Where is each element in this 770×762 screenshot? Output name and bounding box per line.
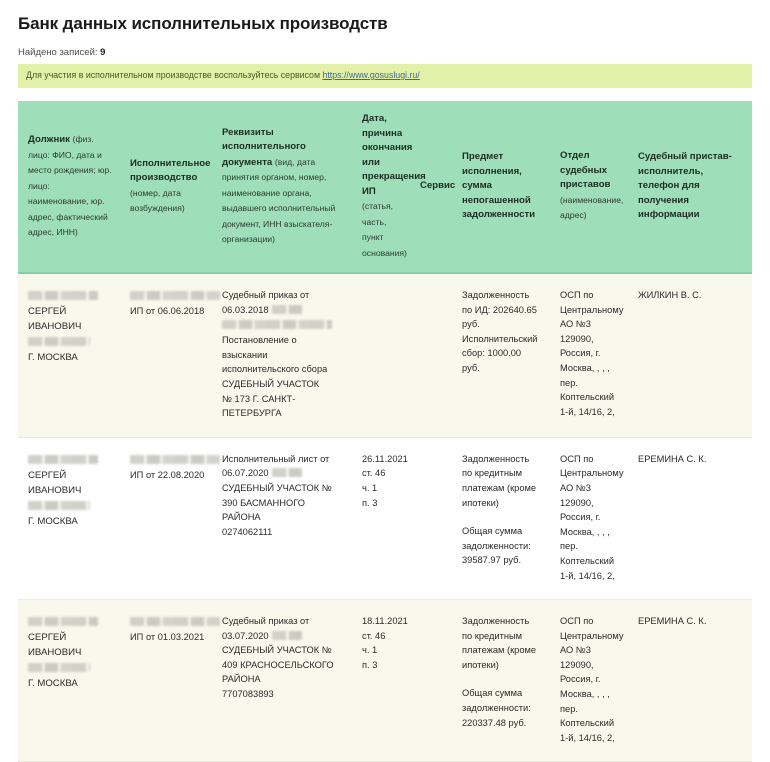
- subject-line: Исполнительский: [462, 333, 538, 344]
- column-header-officer-bold: Судебный пристав-исполнитель, телефон для получения информации: [638, 151, 732, 221]
- document-detail-line: РАЙОНА: [222, 674, 261, 685]
- column-header-document-bold: Реквизиты исполнительного документа: [222, 126, 306, 168]
- column-header-document-sub: (вид, дата принятия органом, номер, наименование органа, выдавшего исполнительный документ, ИНН взыскателя-организации): [222, 156, 336, 244]
- subject-total-label: Общая сумма задолженности:: [462, 526, 531, 551]
- cell-officer: [628, 600, 752, 762]
- column-header-termination-bold: Дата, причина окончания или прекращения ИП: [362, 113, 426, 197]
- department-line: Россия, г.: [560, 348, 601, 359]
- column-header-document: [212, 101, 352, 273]
- column-header-termination-sub: (статья, часть, пункт основания): [362, 201, 407, 258]
- column-header-subject-bold: Предмет исполнения, сумма непогашенной задолженности: [462, 151, 536, 221]
- department-line: 129090,: [560, 659, 594, 670]
- document-detail-line: исполнительского сбора: [222, 364, 328, 375]
- cell-service: [410, 437, 452, 599]
- spacer: [462, 510, 542, 524]
- column-header-department: [550, 101, 628, 273]
- table-body: [18, 273, 752, 762]
- column-header-debtor-bold: Должник: [28, 134, 70, 146]
- column-header-department-bold: Отдел судебных приставов: [560, 150, 611, 191]
- document-type-date: Судебный приказ от 06.03.2018: [222, 290, 310, 315]
- debtor-name-line: ИВАНОВИЧ: [28, 647, 82, 659]
- proceeding-number-date: ИП от 22.08.2020: [130, 469, 205, 480]
- redacted-block: [272, 468, 302, 477]
- department-line: ОСП по: [560, 453, 594, 464]
- redacted-block: [28, 501, 90, 510]
- department-line: 129090,: [560, 333, 594, 344]
- debtor-name-line: СЕРГЕЙ: [28, 306, 67, 317]
- officer-name: ЖИЛКИН В. С.: [638, 290, 702, 300]
- debtor-name-line: СЕРГЕЙ: [28, 632, 67, 644]
- department-line: Россия, г.: [560, 674, 601, 685]
- subject-line: Задолженность: [462, 616, 530, 627]
- document-detail-line: СУДЕБНЫЙ УЧАСТОК №: [222, 645, 332, 656]
- subject-line: ипотеки): [462, 659, 499, 670]
- redacted-block: [272, 631, 302, 640]
- column-header-debtor: [18, 101, 120, 273]
- document-type-date: Судебный приказ от 03.07.2020: [222, 616, 310, 641]
- redacted-block: [28, 455, 98, 464]
- column-header-proceeding: [120, 101, 212, 273]
- debtor-name-line: ИВАНОВИЧ: [28, 321, 82, 332]
- redacted-block: [130, 455, 220, 464]
- termination-point: п. 3: [362, 659, 378, 670]
- subject-line: по кредитным: [462, 630, 523, 641]
- cell-department: [550, 273, 628, 437]
- department-line: Коптельский: [560, 392, 615, 403]
- department-line: АО №3: [560, 645, 591, 656]
- spacer: [462, 672, 542, 686]
- cell-document: [212, 437, 352, 599]
- executive-proceedings-table: [18, 101, 752, 762]
- termination-part: ч. 1: [362, 645, 378, 656]
- redacted-block: [28, 291, 98, 300]
- debtor-city: Г. МОСКВА: [28, 352, 78, 363]
- document-detail-line: взыскании: [222, 349, 268, 360]
- page-title: Банк данных исполнительных производств: [18, 14, 388, 33]
- subject-line: платежам (кроме: [462, 482, 537, 493]
- subject-line: ипотеки): [462, 497, 499, 508]
- column-header-service-bold: Сервис: [420, 180, 456, 192]
- debtor-name-line: ИВАНОВИЧ: [28, 484, 82, 496]
- column-header-proceeding-sub: (номер, дата возбуждения): [130, 187, 185, 213]
- subject-line: по ИД: 202640.65: [462, 304, 537, 315]
- cell-proceeding: [120, 600, 212, 762]
- found-records-count: 9: [100, 47, 106, 58]
- cell-debtor: [18, 600, 120, 762]
- document-detail-line: СУДЕБНЫЙ УЧАСТОК: [222, 378, 320, 389]
- department-line: Центральному: [560, 630, 624, 641]
- column-header-termination: [352, 101, 426, 273]
- department-line: Коптельский: [560, 555, 615, 566]
- document-detail-line: 390 БАСМАННОГО: [222, 497, 305, 508]
- document-detail-line: 0274062111: [222, 526, 273, 537]
- gosuslugi-link[interactable]: https://www.gosuslugi.ru/: [322, 70, 420, 80]
- proceeding-number-date: ИП от 01.03.2021: [130, 632, 205, 643]
- table-row[interactable]: [18, 600, 752, 762]
- redacted-block: [28, 663, 90, 672]
- termination-date: 18.11.2021: [362, 616, 408, 627]
- department-line: 1-й, 14/16, 2,: [560, 570, 615, 581]
- column-header-debtor-sub: (физ. лицо: ФИО, дата и место рождения; юр. лицо: наименование, юр. адрес, фактический адрес, ИНН): [28, 134, 112, 238]
- subject-line: Задолженность: [462, 290, 530, 300]
- document-detail-line: РАЙОНА: [222, 512, 261, 523]
- department-line: ОСП по: [560, 616, 594, 627]
- cell-subject: [452, 600, 550, 762]
- cell-termination: [352, 437, 410, 599]
- subject-line: руб.: [462, 319, 480, 330]
- subject-line: Задолженность: [462, 453, 530, 464]
- redacted-block: [130, 617, 220, 626]
- cell-proceeding: [120, 437, 212, 599]
- department-line: АО №3: [560, 482, 591, 493]
- redacted-block: [222, 320, 332, 329]
- cell-subject: [452, 273, 550, 437]
- termination-article: ст. 46: [362, 468, 386, 479]
- document-type-date: Исполнительный лист от 06.07.2020: [222, 453, 330, 479]
- document-detail-line: 7707083893: [222, 689, 274, 700]
- cell-officer: [628, 273, 752, 437]
- department-line: АО №3: [560, 319, 591, 330]
- subject-line: сбор: 1000.00: [462, 348, 522, 359]
- cell-service: [410, 600, 452, 762]
- redacted-block: [28, 337, 90, 346]
- cell-service: [410, 273, 452, 437]
- table-header-row: [18, 101, 752, 273]
- cell-proceeding: [120, 273, 212, 437]
- redacted-block: [272, 305, 302, 314]
- department-line: 1-й, 14/16, 2,: [560, 406, 615, 417]
- table-row[interactable]: [18, 437, 752, 599]
- column-header-proceeding-bold: Исполнительное производство: [130, 157, 211, 183]
- subject-total-value: 220337.48 руб.: [462, 717, 527, 728]
- subject-total-label: Общая сумма задолженности:: [462, 688, 531, 714]
- termination-date: 26.11.2021: [362, 453, 408, 464]
- cell-debtor: [18, 273, 120, 437]
- cell-termination: [352, 273, 410, 437]
- document-detail-line: Постановление о: [222, 335, 297, 346]
- results-table-wrapper: [18, 101, 752, 762]
- column-header-officer: [628, 101, 752, 273]
- debtor-city: Г. МОСКВА: [28, 515, 78, 527]
- gosuslugi-notice-banner: [18, 64, 752, 88]
- officer-name: ЕРЕМИНА С. К.: [638, 453, 707, 464]
- cell-termination: [352, 600, 410, 762]
- cell-officer: [628, 437, 752, 599]
- subject-line: по кредитным: [462, 468, 523, 479]
- document-detail-line: ПЕТЕРБУРГА: [222, 408, 282, 419]
- found-records-line: [0, 34, 770, 59]
- column-header-department-sub: (наименование, адрес): [560, 194, 624, 221]
- document-detail-line: СУДЕБНЫЙ УЧАСТОК №: [222, 482, 332, 493]
- department-line: Москва, , , ,: [560, 689, 610, 700]
- document-detail-line: 409 КРАСНОСЕЛЬСКОГО: [222, 659, 334, 670]
- subject-line: руб.: [462, 362, 480, 373]
- department-line: Центральному: [560, 468, 624, 479]
- debtor-name-line: СЕРГЕЙ: [28, 469, 67, 481]
- termination-article: ст. 46: [362, 630, 386, 641]
- termination-part: ч. 1: [362, 482, 378, 493]
- cell-document: [212, 600, 352, 762]
- officer-name: ЕРЕМИНА С. К.: [638, 616, 707, 627]
- column-header-service: [410, 101, 456, 273]
- department-line: ОСП по: [560, 290, 594, 300]
- department-line: пер.: [560, 541, 578, 552]
- redacted-block: [130, 291, 220, 300]
- department-line: Центральному: [560, 304, 624, 315]
- department-line: Москва, , , ,: [560, 526, 610, 537]
- department-line: Коптельский: [560, 718, 615, 729]
- redacted-block: [28, 617, 98, 626]
- subject-total-value: 39587.97 руб.: [462, 555, 522, 566]
- table-row[interactable]: [18, 273, 752, 437]
- department-line: пер.: [560, 703, 578, 714]
- notice-text: Для участия в исполнительном производстве воспользуйтесь сервисом: [26, 70, 320, 80]
- table-head: [18, 101, 752, 273]
- department-line: 129090,: [560, 497, 594, 508]
- column-header-subject: [452, 101, 550, 273]
- department-line: Москва, , , ,: [560, 362, 610, 373]
- department-line: Россия, г.: [560, 512, 601, 523]
- department-line: пер.: [560, 377, 578, 388]
- cell-subject: [452, 437, 550, 599]
- debtor-city: Г. МОСКВА: [28, 678, 78, 690]
- cell-department: [550, 600, 628, 762]
- department-line: 1-й, 14/16, 2,: [560, 732, 615, 743]
- cell-document: [212, 273, 352, 437]
- cell-debtor: [18, 437, 120, 599]
- cell-department: [550, 437, 628, 599]
- subject-line: платежам (кроме: [462, 645, 537, 656]
- termination-point: п. 3: [362, 497, 378, 508]
- found-records-label: Найдено записей:: [18, 47, 98, 58]
- proceeding-number-date: ИП от 06.06.2018: [130, 306, 205, 316]
- document-detail-line: № 173 Г. САНКТ-: [222, 393, 296, 404]
